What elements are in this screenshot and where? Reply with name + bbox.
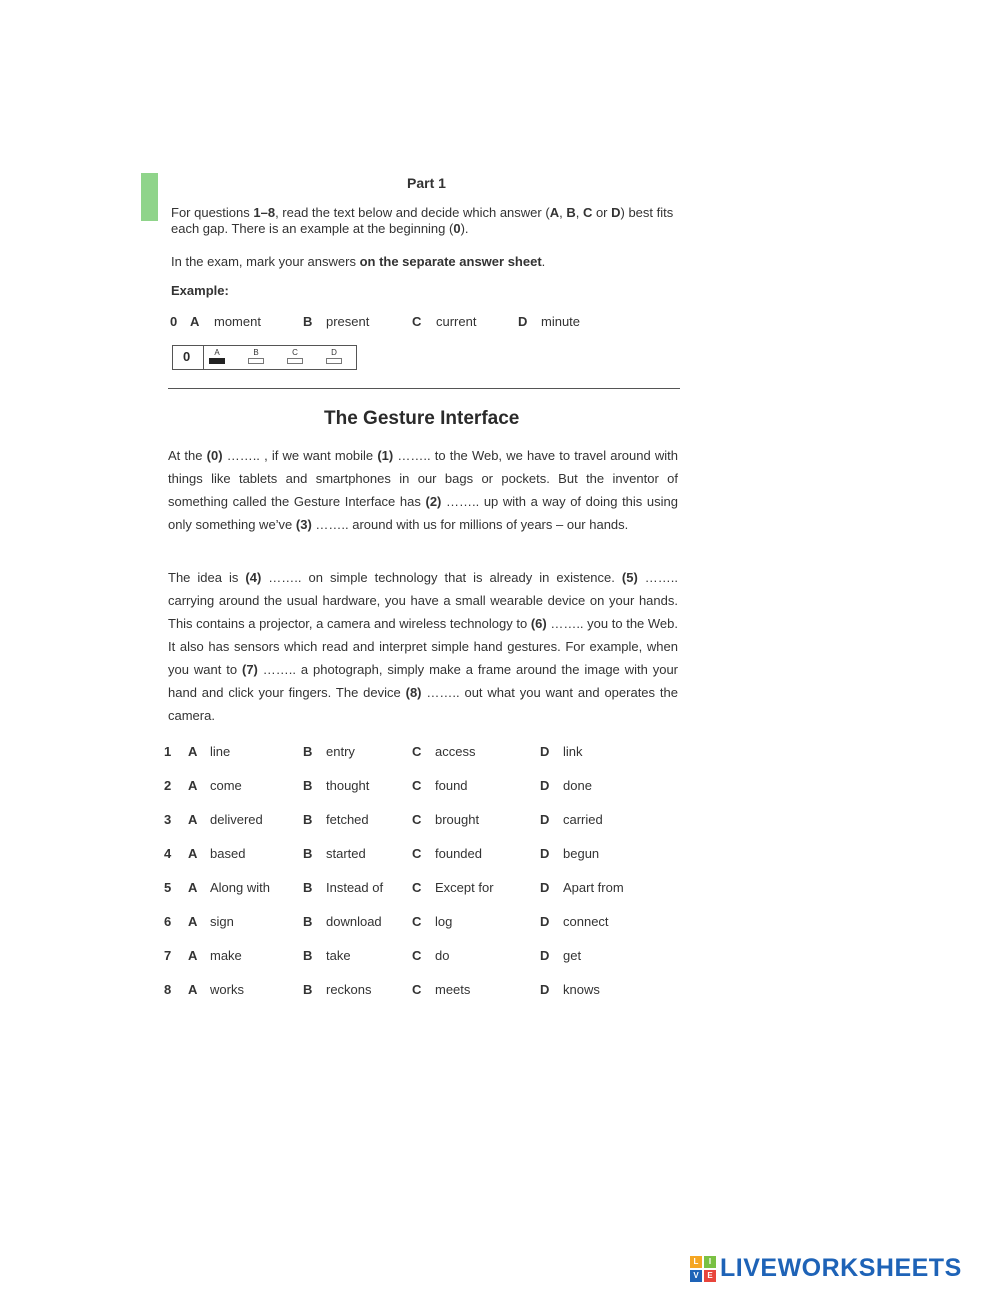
option-letter-d: D bbox=[540, 744, 550, 759]
para-text: …….. , if we want mobile bbox=[222, 448, 378, 463]
liveworksheets-logo[interactable] bbox=[690, 1254, 962, 1283]
option-letter-c: C bbox=[412, 812, 422, 827]
gap-6: (6) bbox=[530, 616, 547, 631]
instr-letter-d: D bbox=[611, 205, 621, 220]
bubble-label: C bbox=[292, 348, 298, 357]
question-number: 1 bbox=[164, 744, 172, 759]
para-text: …….. on simple technology that is already in existence. bbox=[261, 570, 622, 585]
option-letter-a: A bbox=[188, 812, 198, 827]
logo-icon-cell: L bbox=[690, 1256, 702, 1268]
example-option-d: minute bbox=[541, 314, 581, 329]
gap-2: (2) bbox=[425, 494, 442, 509]
question-number: 7 bbox=[164, 948, 172, 963]
para-text: …….. you to the Web. It also has sensors which read and interpret simple hand gestures. For example, when you want to bbox=[168, 616, 678, 677]
bubble-a[interactable] bbox=[209, 348, 225, 364]
question-row-2 bbox=[160, 778, 640, 812]
gap-1: (1) bbox=[377, 448, 394, 463]
question-number: 6 bbox=[164, 914, 172, 929]
option-letter-c: C bbox=[412, 744, 422, 759]
gap-7: (7) bbox=[241, 662, 258, 677]
option-letter-a: A bbox=[188, 914, 198, 929]
question-number: 5 bbox=[164, 880, 172, 895]
instr-sep: , bbox=[559, 205, 567, 220]
instructions-line-1 bbox=[171, 205, 686, 237]
option-c[interactable]: founded bbox=[435, 846, 482, 861]
instr-text: For questions bbox=[171, 205, 254, 220]
green-margin-marker bbox=[141, 173, 158, 221]
option-d[interactable]: done bbox=[563, 778, 592, 793]
option-b[interactable]: fetched bbox=[326, 812, 369, 827]
example-letter-d: D bbox=[518, 314, 528, 329]
question-row-1 bbox=[160, 744, 640, 778]
option-d[interactable]: connect bbox=[563, 914, 609, 929]
option-letter-b: B bbox=[303, 982, 313, 997]
option-letter-a: A bbox=[188, 778, 198, 793]
question-row-8 bbox=[160, 982, 640, 1016]
question-number: 4 bbox=[164, 846, 172, 861]
answer-sheet-divider bbox=[203, 346, 204, 369]
instr-text: In the exam, mark your answers bbox=[171, 254, 360, 269]
option-b[interactable]: download bbox=[326, 914, 382, 929]
para-text: At the bbox=[168, 448, 207, 463]
option-c[interactable]: access bbox=[435, 744, 476, 759]
example-option-b: present bbox=[326, 314, 370, 329]
instr-text: ) best fits each gap. There is an example at the beginning ( bbox=[171, 205, 674, 236]
question-row-5 bbox=[160, 880, 640, 914]
question-row-3 bbox=[160, 812, 640, 846]
answer-sheet-number: 0 bbox=[183, 349, 191, 364]
option-c[interactable]: log bbox=[435, 914, 453, 929]
gap-5: (5) bbox=[621, 570, 638, 585]
option-letter-b: B bbox=[303, 778, 313, 793]
option-a[interactable]: make bbox=[210, 948, 242, 963]
example-label: Example: bbox=[171, 283, 229, 298]
option-letter-a: A bbox=[188, 744, 198, 759]
instr-letter-a: A bbox=[549, 205, 560, 220]
option-letter-d: D bbox=[540, 812, 550, 827]
option-letter-c: C bbox=[412, 982, 422, 997]
question-number: 8 bbox=[164, 982, 172, 997]
option-letter-d: D bbox=[540, 846, 550, 861]
bubble-mark bbox=[326, 358, 342, 364]
example-number: 0 bbox=[170, 314, 178, 329]
instr-zero: 0 bbox=[453, 221, 461, 236]
instr-text: . bbox=[541, 254, 546, 269]
option-letter-d: D bbox=[540, 778, 550, 793]
option-letter-b: B bbox=[303, 812, 313, 827]
option-c[interactable]: do bbox=[435, 948, 450, 963]
option-a[interactable]: delivered bbox=[210, 812, 263, 827]
section-divider bbox=[168, 388, 680, 389]
logo-icon-cell: E bbox=[704, 1270, 716, 1282]
option-letter-b: B bbox=[303, 846, 313, 861]
option-letter-b: B bbox=[303, 948, 313, 963]
para-text: …….. out what you want and operates the camera. bbox=[168, 685, 678, 723]
option-a[interactable]: sign bbox=[210, 914, 234, 929]
para-text: …….. around with us for millions of years – our hands. bbox=[311, 517, 629, 532]
option-b[interactable]: started bbox=[326, 846, 366, 861]
option-b[interactable]: entry bbox=[326, 744, 355, 759]
part-heading: Part 1 bbox=[407, 175, 446, 191]
para-text: The idea is bbox=[168, 570, 246, 585]
liveworksheets-logo-text: LIVEWORKSHEETS bbox=[720, 1254, 962, 1282]
option-letter-d: D bbox=[540, 880, 550, 895]
instr-letter-b: B bbox=[566, 205, 576, 220]
option-letter-c: C bbox=[412, 948, 422, 963]
question-number: 3 bbox=[164, 812, 172, 827]
option-letter-c: C bbox=[412, 778, 422, 793]
question-row-4 bbox=[160, 846, 640, 880]
article-title: The Gesture Interface bbox=[324, 408, 520, 429]
bubble-label: B bbox=[253, 348, 259, 357]
option-letter-d: D bbox=[540, 948, 550, 963]
option-c[interactable]: brought bbox=[435, 812, 480, 827]
para-text: …….. a photograph, simply make a frame around the image with your hand and click your fingers. The device bbox=[168, 662, 679, 700]
instr-range: 1–8 bbox=[253, 205, 276, 220]
option-d[interactable]: carried bbox=[563, 812, 603, 827]
instr-text: ). bbox=[460, 221, 469, 236]
gap-8: (8) bbox=[405, 685, 422, 700]
option-letter-b: B bbox=[303, 914, 313, 929]
gap-4: (4) bbox=[245, 570, 262, 585]
instructions-line-2 bbox=[171, 254, 686, 270]
option-b[interactable]: reckons bbox=[326, 982, 372, 997]
option-letter-b: B bbox=[303, 880, 313, 895]
option-letter-c: C bbox=[412, 880, 422, 895]
option-d[interactable]: Apart from bbox=[563, 880, 624, 895]
option-letter-a: A bbox=[188, 982, 198, 997]
article-paragraph-1 bbox=[168, 444, 678, 536]
option-a[interactable]: works bbox=[210, 982, 244, 997]
instr-letter-c: C bbox=[582, 205, 593, 220]
option-a[interactable]: based bbox=[210, 846, 246, 861]
gap-3: (3) bbox=[295, 517, 312, 532]
bubble-mark bbox=[287, 358, 303, 364]
para-text: …….. up with a way of doing this using only something we’ve bbox=[168, 494, 678, 532]
option-letter-a: A bbox=[188, 880, 198, 895]
option-d[interactable]: link bbox=[563, 744, 583, 759]
option-letter-d: D bbox=[540, 914, 550, 929]
option-c[interactable]: meets bbox=[435, 982, 471, 997]
liveworksheets-logo-icon bbox=[690, 1256, 716, 1282]
example-option-c: current bbox=[436, 314, 477, 329]
option-c[interactable]: found bbox=[435, 778, 468, 793]
article-paragraph-2 bbox=[168, 566, 678, 727]
example-letter-b: B bbox=[303, 314, 313, 329]
bubble-mark bbox=[248, 358, 264, 364]
bubble-mark-filled bbox=[209, 358, 225, 364]
instr-emphasis: on the separate answer sheet bbox=[359, 254, 542, 269]
option-b[interactable]: thought bbox=[326, 778, 370, 793]
option-d[interactable]: knows bbox=[563, 982, 600, 997]
question-number: 2 bbox=[164, 778, 172, 793]
para-text: …….. to the Web, we have to travel around with things like tablets and smartphones in our bags or pockets. But the inventor of something called the Gesture Interface has bbox=[168, 448, 678, 509]
option-d[interactable]: begun bbox=[563, 846, 600, 861]
example-option-a: moment bbox=[214, 314, 261, 329]
option-b[interactable]: take bbox=[326, 948, 351, 963]
question-row-6 bbox=[160, 914, 640, 948]
option-letter-a: A bbox=[188, 846, 198, 861]
bubble-c[interactable] bbox=[287, 348, 303, 364]
option-a[interactable]: come bbox=[210, 778, 242, 793]
instr-or: or bbox=[592, 205, 612, 220]
logo-icon-cell: I bbox=[704, 1256, 716, 1268]
example-answer-sheet bbox=[172, 345, 357, 370]
para-text: …….. carrying around the usual hardware, you have a small wearable device on your hands. This contains a projector, a camera and wireless technology to bbox=[168, 570, 679, 631]
bubble-label: D bbox=[331, 348, 337, 357]
option-a[interactable]: Along with bbox=[210, 880, 270, 895]
option-d[interactable]: get bbox=[563, 948, 582, 963]
option-letter-d: D bbox=[540, 982, 550, 997]
bubble-d[interactable] bbox=[326, 348, 342, 364]
logo-icon-cell: V bbox=[690, 1270, 702, 1282]
bubble-b[interactable] bbox=[248, 348, 264, 364]
option-letter-a: A bbox=[188, 948, 198, 963]
bubble-label: A bbox=[214, 348, 220, 357]
option-c[interactable]: Except for bbox=[435, 880, 494, 895]
instr-sep: , bbox=[575, 205, 583, 220]
instr-text: , read the text below and decide which answer ( bbox=[275, 205, 550, 220]
question-options bbox=[160, 744, 640, 1016]
option-letter-c: C bbox=[412, 846, 422, 861]
option-b[interactable]: Instead of bbox=[326, 880, 384, 895]
example-letter-c: C bbox=[412, 314, 422, 329]
example-letter-a: A bbox=[190, 314, 200, 329]
option-a[interactable]: line bbox=[210, 744, 231, 759]
option-letter-c: C bbox=[412, 914, 422, 929]
option-letter-b: B bbox=[303, 744, 313, 759]
gap-0: (0) bbox=[206, 448, 223, 463]
question-row-7 bbox=[160, 948, 640, 982]
